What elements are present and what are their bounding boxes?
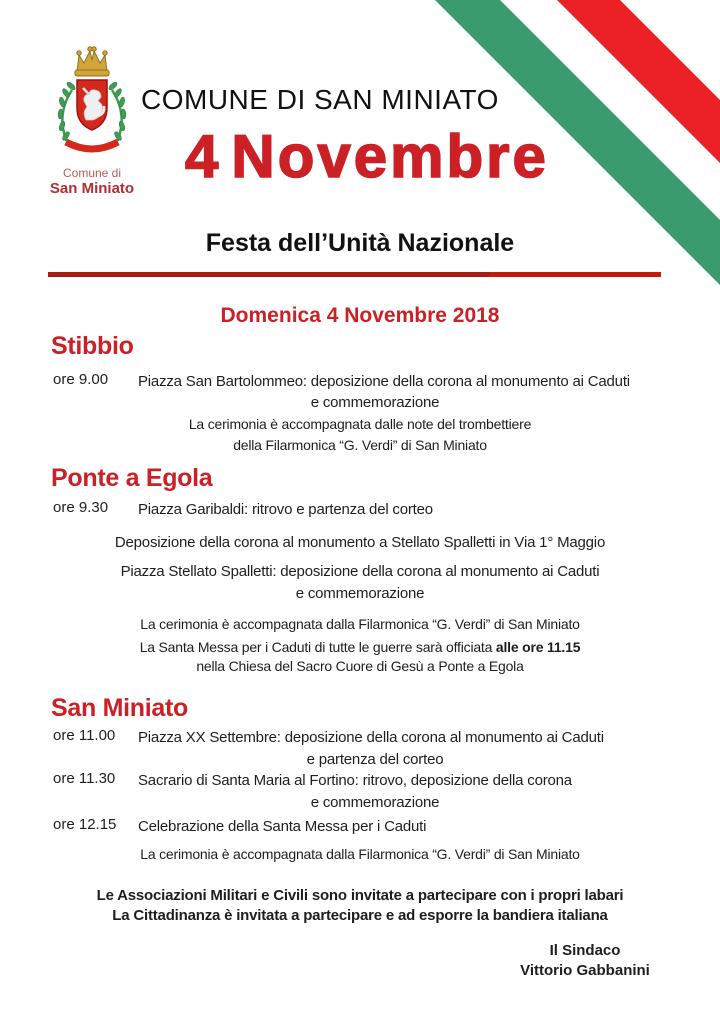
header-divider-rule: [48, 272, 661, 277]
coat-of-arms: [50, 42, 134, 168]
section-title-san-miniato: San Miniato: [51, 694, 188, 722]
ceremony-extra-line: Deposizione della corona al monumento a Stellato Spalletti in Via 1° Maggio: [114, 534, 606, 551]
event-description-line: e commemorazione: [310, 394, 440, 411]
logo-caption-san-miniato: San Miniato: [49, 180, 135, 197]
ceremony-note: [0, 414, 720, 456]
logo-caption-comune-di: Comune di: [62, 166, 122, 180]
section-title-ponte-a-egola: Ponte a Egola: [51, 464, 213, 492]
event-description-line: Sacrario di Santa Maria al Fortino: ritrovo, deposizione della corona: [138, 772, 572, 789]
event-date-day: 4: [185, 123, 222, 190]
invitation-line: La Cittadinanza è invitata a partecipare e ad esporre la bandiera italiana: [112, 907, 608, 924]
ceremony-extra-line: Piazza Stellato Spalletti: deposizione della corona al monumento ai Caduti: [120, 563, 600, 580]
event-time: ore 12.15: [53, 816, 117, 833]
municipality-title: COMUNE DI SAN MINIATO: [141, 84, 499, 115]
crown-icon: [75, 47, 109, 76]
event-description-line: Piazza XX Settembre: deposizione della corona al monumento ai Caduti: [138, 729, 604, 746]
signature-name: Vittorio Gabbanini: [520, 962, 650, 979]
date-heading: Domenica 4 Novembre 2018: [220, 304, 500, 327]
section-title-stibbio: Stibbio: [51, 332, 134, 360]
event-date-title: [185, 123, 549, 190]
event-time: ore 11.30: [53, 770, 116, 787]
event-time: ore 11.00: [53, 727, 116, 744]
event-description-line: Piazza Garibaldi: ritrovo e partenza del corteo: [138, 501, 433, 518]
mass-note: [0, 638, 720, 676]
event-time: ore 9.00: [53, 371, 109, 388]
invitation-text: [0, 886, 720, 926]
event-description-line: e commemorazione: [310, 794, 440, 811]
event-description: [138, 727, 612, 771]
event-date-month: Novembre: [231, 123, 549, 190]
event-description: [138, 770, 612, 814]
event-description-line: e partenza del corteo: [306, 751, 444, 768]
event-description: [138, 371, 630, 413]
ceremony-note-line: della Filarmonica “G. Verdi” di San Miniato: [233, 437, 487, 453]
event-description-line: Piazza San Bartolommeo: deposizione della corona al monumento ai Caduti: [138, 373, 630, 390]
ceremony-note: La cerimonia è accompagnata dalla Filarmonica “G. Verdi” di San Miniato: [140, 616, 580, 632]
signature-block: [455, 941, 715, 981]
mass-note-time-bold: alle ore 11.15: [495, 639, 581, 655]
event-subtitle: Festa dell’Unità Nazionale: [205, 229, 515, 257]
event-description: [138, 499, 612, 520]
ceremony-extra-line: e commemorazione: [295, 585, 425, 602]
ceremony-extra-block: [0, 561, 720, 605]
mass-note-text: La Santa Messa per i Caduti di tutte le guerre sarà officiata: [139, 639, 496, 655]
event-description-line: Celebrazione della Santa Messa per i Caduti: [138, 818, 427, 835]
logo-captions: [36, 165, 148, 197]
mass-note-line: nella Chiesa del Sacro Cuore di Gesù a Ponte a Egola: [196, 658, 524, 674]
ribbon-banner-icon: [66, 142, 118, 149]
ceremony-note-line: La cerimonia è accompagnata dalle note del trombettiere: [188, 416, 532, 432]
signature-role: Il Sindaco: [549, 942, 621, 959]
mass-note-line: [0, 638, 720, 657]
event-description: [138, 816, 612, 837]
invitation-line: Le Associazioni Militari e Civili sono invitate a partecipare con i propri labari: [96, 887, 624, 904]
event-time: ore 9.30: [53, 499, 109, 516]
ceremony-note: La cerimonia è accompagnata dalla Filarmonica “G. Verdi” di San Miniato: [140, 846, 580, 862]
